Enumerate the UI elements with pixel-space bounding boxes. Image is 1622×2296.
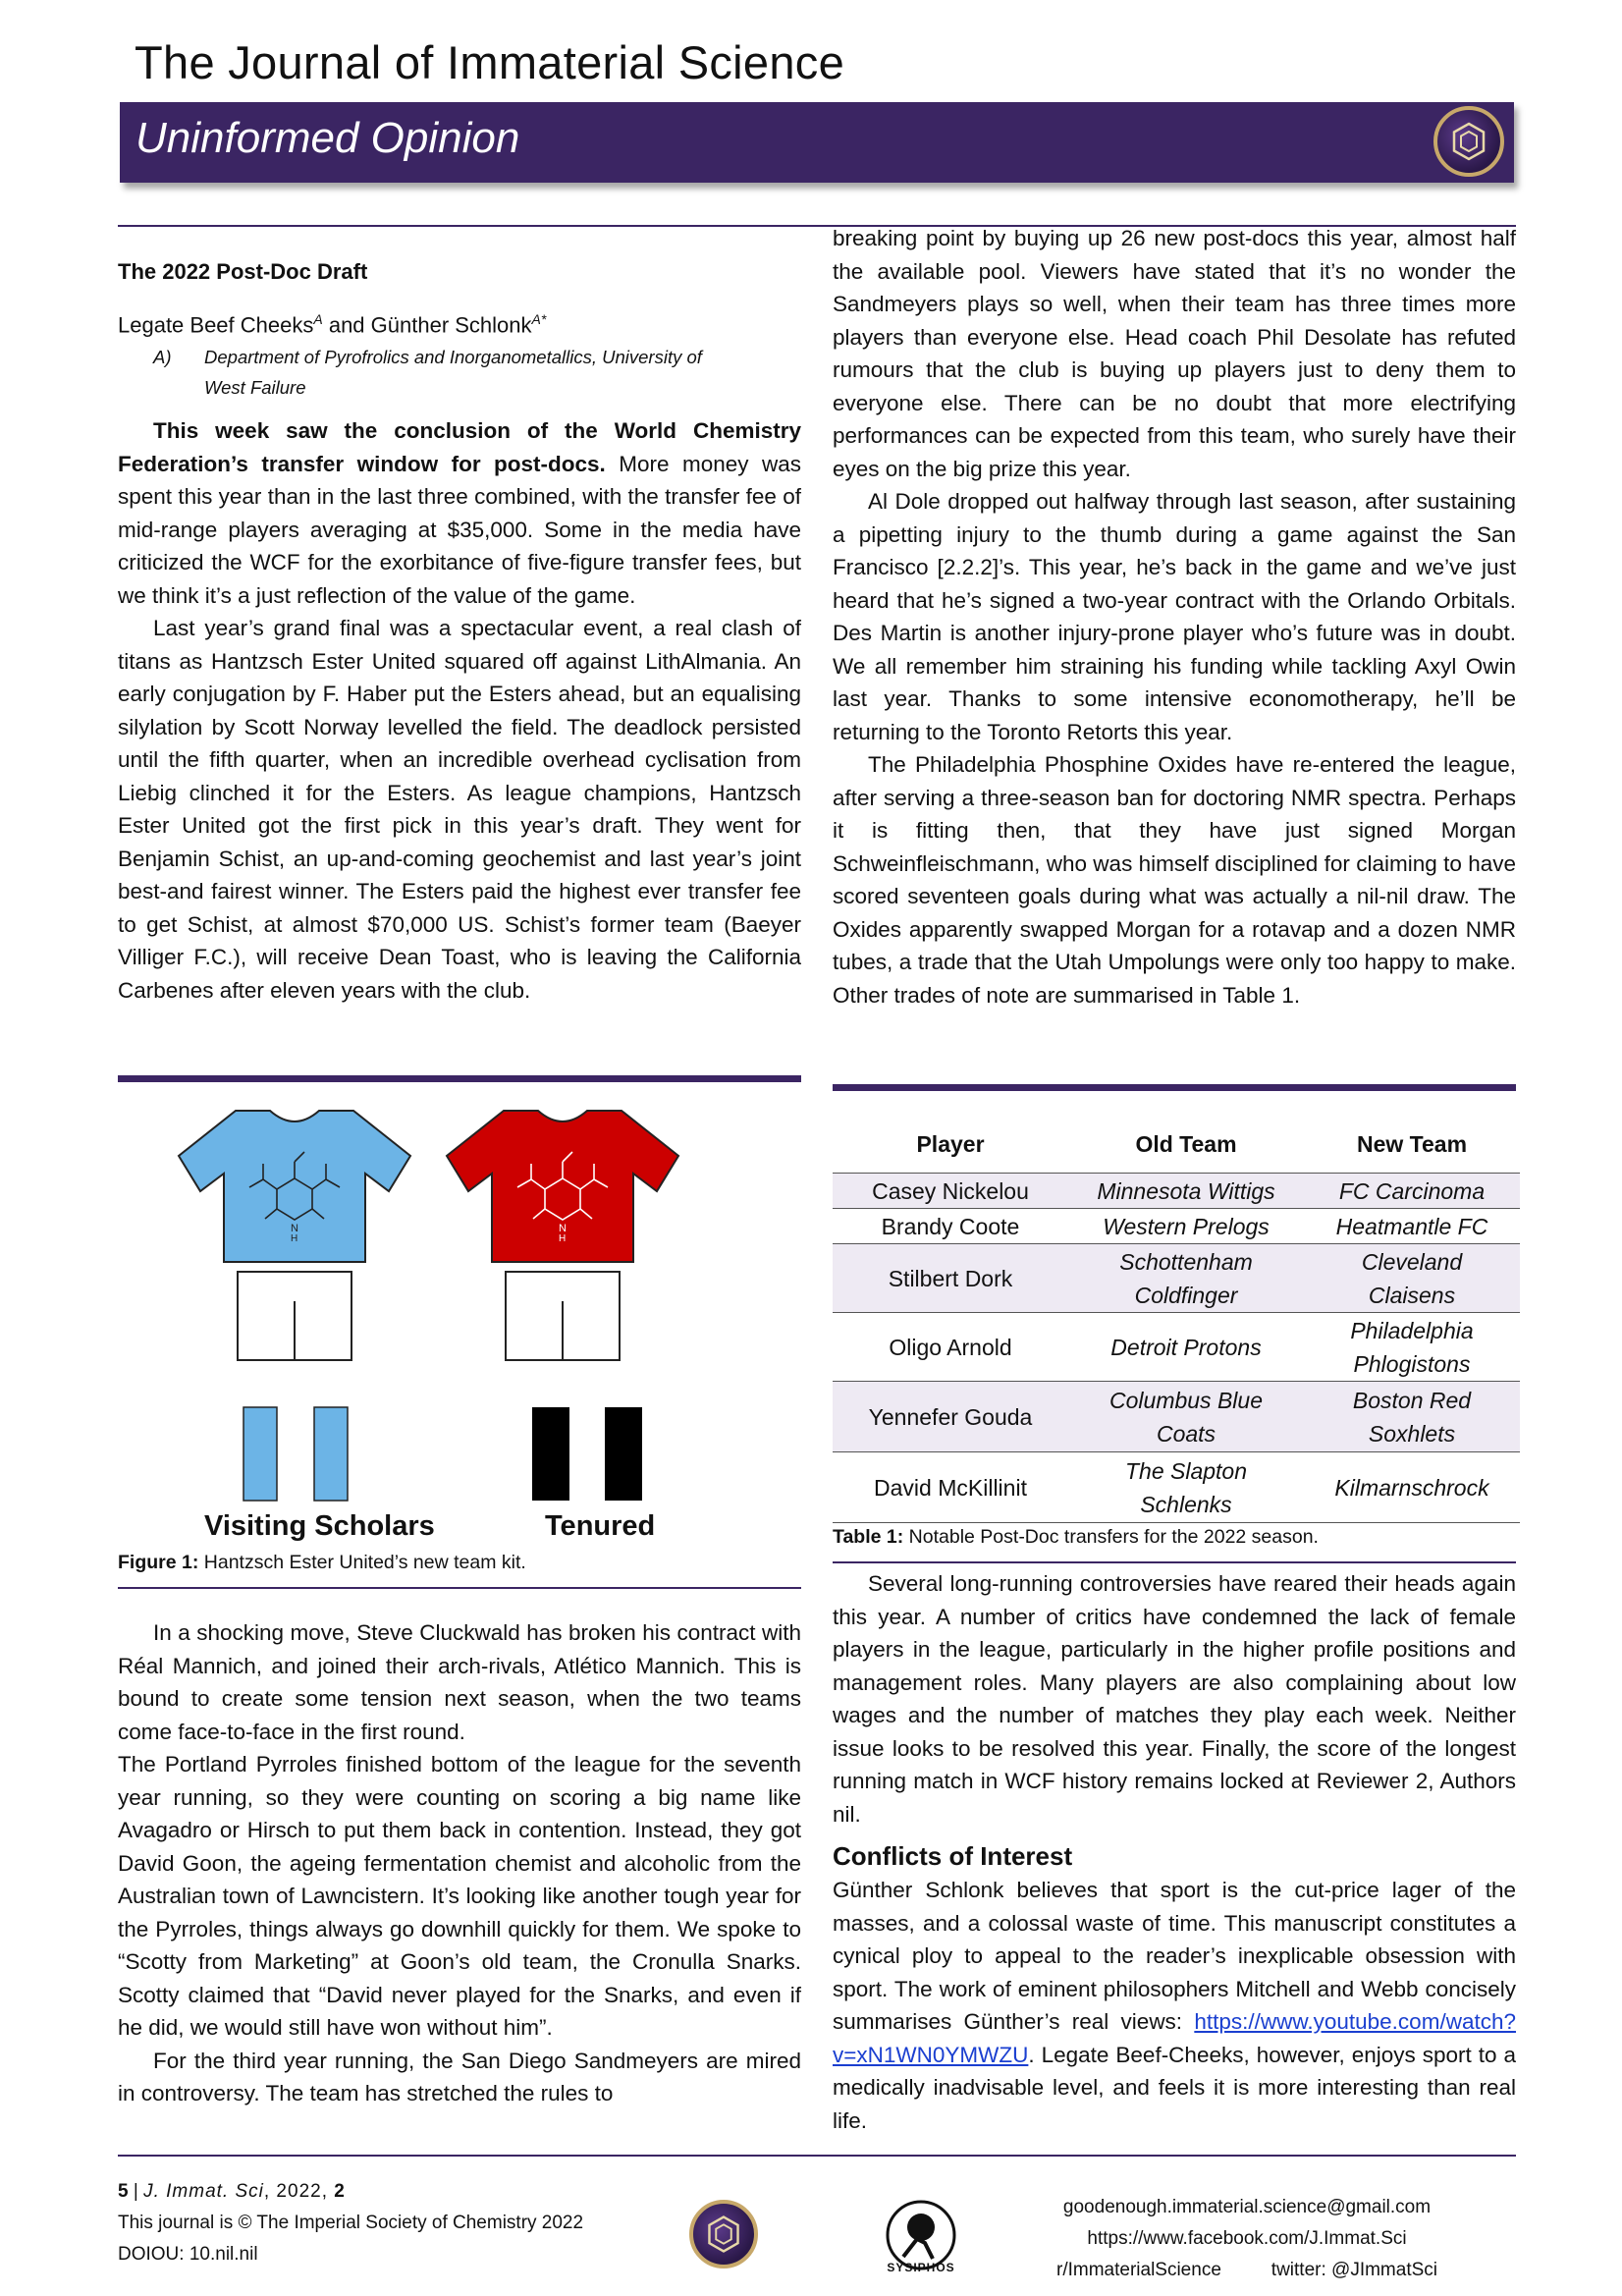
- table-cell: The Slapton Schlenks: [1068, 1452, 1304, 1523]
- table-cell: Detroit Protons: [1068, 1313, 1304, 1382]
- footer-right: [1051, 2192, 1443, 2286]
- footer-social: [1051, 2255, 1443, 2286]
- left-thick-rule: [118, 1075, 801, 1082]
- svg-text:N: N: [291, 1223, 298, 1234]
- table-cell: Oligo Arnold: [833, 1313, 1068, 1382]
- table-caption-label: Table 1:: [833, 1526, 904, 1548]
- figure-bottom-rule: [118, 1587, 801, 1589]
- page-number: 5: [118, 2181, 129, 2202]
- right-thick-rule: [833, 1084, 1516, 1091]
- footer-citation: [118, 2176, 583, 2208]
- table-cell: FC Carcinoma: [1304, 1174, 1520, 1209]
- footer-reddit[interactable]: r/ImmaterialScience: [1056, 2260, 1221, 2280]
- footer-email[interactable]: goodenough.immaterial.science@gmail.com: [1062, 2197, 1432, 2217]
- kit1-label: Visiting Scholars: [204, 1510, 435, 1542]
- paragraph-4: The Portland Pyrroles finished bottom of the league for the seventh year running, so they were counting on scoring a big name like Avagadro or Hirsch to put them back in contention. Instead, they got David Goon, the ageing fermentation chemist and alcoholic from the Australian town of Lawncistern. It’s looking like another tough year for the Pyrroles, things always go downhill quickly for them. We spoke to “Scotty from Marketing” at Goon’s old team, the Cronulla Snarks. Scotty claimed that “David never played for the Snarks, and even if he did, we would still have won without him”.: [118, 1752, 801, 2040]
- right-column-top: [833, 222, 1516, 1011]
- table-cell: Boston Red Soxhlets: [1304, 1382, 1520, 1452]
- table-bottom-rule: [833, 1561, 1516, 1563]
- transfers-table-wrap: [833, 1116, 1520, 1523]
- paragraph-5: For the third year running, the San Diego Sandmeyers are mired in controversy. The team has stretched the rules to: [118, 2048, 801, 2105]
- paragraph-2: Last year’s grand final was a spectacular event, a real clash of titans as Hantzsch Ester United squared off against LithAlmania. An early conjugation by F. Haber put the Esters ahead, but an equalising silylation by Scott Norway levelled the field. The deadlock persisted until the fifth quarter, when an incredible overhead cyclisation from Liebig clinched it for the Esters. As league champions, Hantzsch Ester United got the first pick in this year’s draft. They went for Benjamin Schist, an up-and-coming geochemist and last year’s joint best-and fairest winner. The Esters paid the highest ever transfer fee to get Schist, at almost $70,000 US. Schist’s former team (Baeyer Villiger F.C.), will receive Dean Toast, who is leaving the California Carbenes after eleven years with the club.: [118, 616, 801, 1003]
- journal-logo-icon: [1433, 106, 1504, 177]
- footer-copyright: This journal is © The Imperial Society of Chemistry 2022: [118, 2213, 584, 2233]
- table-cell: Minnesota Wittigs: [1068, 1174, 1304, 1209]
- left-column-top: [118, 253, 801, 1007]
- footer-left: [118, 2176, 583, 2270]
- right-column-bottom: [833, 1567, 1516, 2137]
- paragraph-8: Several long-running controversies have reared their heads again this year. A number of critics have condemned the lack of female players in the league, particularly in the higher profile positions and management roles. Many players are also complaining about low wages and the number of matches they play each week. Neither issue looks to be resolved this year. Finally, the score of the longest running match in WCF history remains locked at Reviewer 2, Authors nil.: [833, 1571, 1516, 1827]
- kit2-sock-left: [532, 1407, 569, 1501]
- coi-paragraph: [833, 1874, 1516, 2137]
- table-row: [833, 1452, 1520, 1523]
- journal-title: The Journal of Immaterial Science: [135, 36, 845, 88]
- table-header-row: [833, 1116, 1520, 1174]
- paragraph-1-lead: This week saw the conclusion of the World Chemistry Federation’s transfer window for post-docs.: [118, 418, 801, 476]
- article-authors: [118, 302, 801, 342]
- journal-abbrev: J. Immat. Sci: [143, 2181, 264, 2202]
- coi-text-2: . Legate Beef-Cheeks, however, enjoys sport to a medically inadvisable level, and feels it is more interesting than real life.: [833, 2042, 1516, 2133]
- paragraph-5-continued: breaking point by buying up 26 new post-docs this year, almost half the available pool. Viewers have stated that it’s no wonder the Sandmeyers plays so well, when their team has three times more players than everyone else. Head coach Phil Desolate has refuted rumours that the club is buying up players just to deny them to everyone else. There can be no doubt that more electrifying performances can be expected from this team, who surely have their eyes on the big prize this year.: [833, 226, 1516, 481]
- table-row: [833, 1382, 1520, 1452]
- figure-caption-label: Figure 1:: [118, 1552, 199, 1573]
- kit1-sock-left: [243, 1407, 277, 1501]
- kit1-sock-right: [314, 1407, 348, 1501]
- kit2-sock-right: [605, 1407, 642, 1501]
- footer-rule: [118, 2155, 1516, 2157]
- section-title: Uninformed Opinion: [135, 114, 520, 162]
- svg-text:H: H: [291, 1233, 298, 1244]
- table-row: [833, 1174, 1520, 1209]
- publisher-logo: [880, 2200, 962, 2282]
- table-header: Old Team: [1135, 1130, 1237, 1157]
- affiliation-line-1: Department of Pyrofrolics and Inorganometallics, University of: [204, 347, 702, 368]
- figure-caption: [118, 1552, 526, 1574]
- paragraph-1-body: More money was spent this year than in the last three combined, with the transfer fee of mid-range players averaging at $35,000. Some in the media have criticized the WCF for the exorbitance of five-figure transfer fees, but we think it’s a just reflection of the value of the game.: [118, 451, 802, 608]
- footer-journal-logo-icon: [689, 2200, 758, 2269]
- kit2-label: Tenured: [545, 1510, 656, 1542]
- footer-facebook[interactable]: https://www.facebook.com/J.Immat.Sci: [1087, 2228, 1407, 2249]
- table-cell: Western Prelogs: [1068, 1209, 1304, 1244]
- table-cell: Brandy Coote: [833, 1209, 1068, 1244]
- footer-sep: |: [128, 2181, 144, 2202]
- table-cell: Kilmarnschrock: [1304, 1452, 1520, 1523]
- table-cell: Columbus Blue Coats: [1068, 1382, 1304, 1452]
- footer-year: , 2022,: [263, 2181, 335, 2202]
- table-cell: Yennefer Gouda: [833, 1382, 1068, 1452]
- table-header: New Team: [1356, 1130, 1468, 1157]
- table-cell: Philadelphia Phlogistons: [1304, 1313, 1520, 1382]
- table-cell: Casey Nickelou: [833, 1174, 1068, 1209]
- paragraph-6: Al Dole dropped out halfway through last season, after sustaining a pipetting injury to the thumb during a game against the San Francisco [2.2.2]’s. This year, he’s back in the game and we’ve just heard that he’s signed a two-year contract with the Orlando Orbitals. Des Martin is another injury-prone player who’s future was in doubt. We all remember him straining his funding while tackling Axyl Owin last year. Thanks to some intensive economotherapy, he’ll be returning to the Toronto Retorts this year.: [833, 489, 1516, 744]
- table-cell: Cleveland Claisens: [1304, 1244, 1520, 1313]
- coi-heading: Conflicts of Interest: [833, 1841, 1073, 1871]
- author-2-affil-mark: A*: [531, 311, 547, 327]
- svg-text:N: N: [559, 1223, 567, 1234]
- transfers-table: [833, 1116, 1520, 1523]
- section-banner: [120, 102, 1514, 183]
- paragraph-3: In a shocking move, Steve Cluckwald has broken his contract with Réal Mannich, and joined their arch-rivals, Atlético Mannich. This is bound to create some tension next season, when the two teams come face-to-face in the first round.: [118, 1620, 801, 1744]
- table-row: [833, 1209, 1520, 1244]
- coi-text: Günther Schlonk believes that sport is the cut-price lager of the masses, and a colossal waste of time. This manuscript constitutes a cynical ploy to appeal to the reader’s inexplicable obsession with sport. The work of eminent philosophers Mitchell and Webb concisely summarises Günther’s real views:: [833, 1878, 1516, 2034]
- table-caption-text: Notable Post-Doc transfers for the 2022 season.: [903, 1526, 1319, 1548]
- author-2: and Günther Schlonk: [322, 312, 532, 338]
- footer-doi: DOIOU: 10.nil.nil: [118, 2244, 258, 2265]
- publisher-name: SYSIPHOS: [887, 2261, 955, 2274]
- table-header: Player: [916, 1130, 985, 1157]
- paragraph-7: The Philadelphia Phosphine Oxides have re-entered the league, after serving a three-season ban for doctoring NMR spectra. Perhaps it is fitting then, that they have just signed Morgan Schweinfleischmann, who was himself disciplined for claiming to have scored seventeen goals during what was actually a nil-nil draw. The Oxides apparently swapped Morgan for a rotavap and a dozen NMR tubes, a trade that the Utah Umpolungs were only too happy to make. Other trades of note are summarised in Table 1.: [833, 752, 1516, 1008]
- footer-twitter[interactable]: twitter: @JImmatSci: [1271, 2260, 1437, 2280]
- table-cell: Schottenham Coldfinger: [1068, 1244, 1304, 1313]
- left-column-bottom: [118, 1616, 801, 2110]
- issue-number: 2: [334, 2181, 345, 2202]
- author-1-affil-mark: A: [313, 311, 323, 327]
- svg-text:H: H: [559, 1233, 567, 1244]
- table-cell: David McKillinit: [833, 1452, 1068, 1523]
- figure-caption-text: Hantzsch Ester United’s new team kit.: [198, 1552, 526, 1573]
- table-row: [833, 1313, 1520, 1382]
- table-caption: [833, 1526, 1319, 1549]
- author-1: Legate Beef Cheeks: [118, 312, 314, 338]
- affiliation-label: A): [153, 347, 172, 368]
- affiliation: [118, 342, 801, 403]
- table-cell: Stilbert Dork: [833, 1244, 1068, 1313]
- affiliation-line-2: West Failure: [204, 377, 306, 399]
- paragraph-1: [118, 414, 801, 612]
- table-cell: Heatmantle FC: [1304, 1209, 1520, 1244]
- figure-kit: [147, 1105, 776, 1537]
- kit-illustration: [147, 1105, 776, 1537]
- table-row: [833, 1244, 1520, 1313]
- coi-youtube-link[interactable]: https://www.youtube.com/watch?v=xN1WN0YMWZU: [833, 2009, 1516, 2067]
- article-title: The 2022 Post-Doc Draft: [118, 259, 368, 284]
